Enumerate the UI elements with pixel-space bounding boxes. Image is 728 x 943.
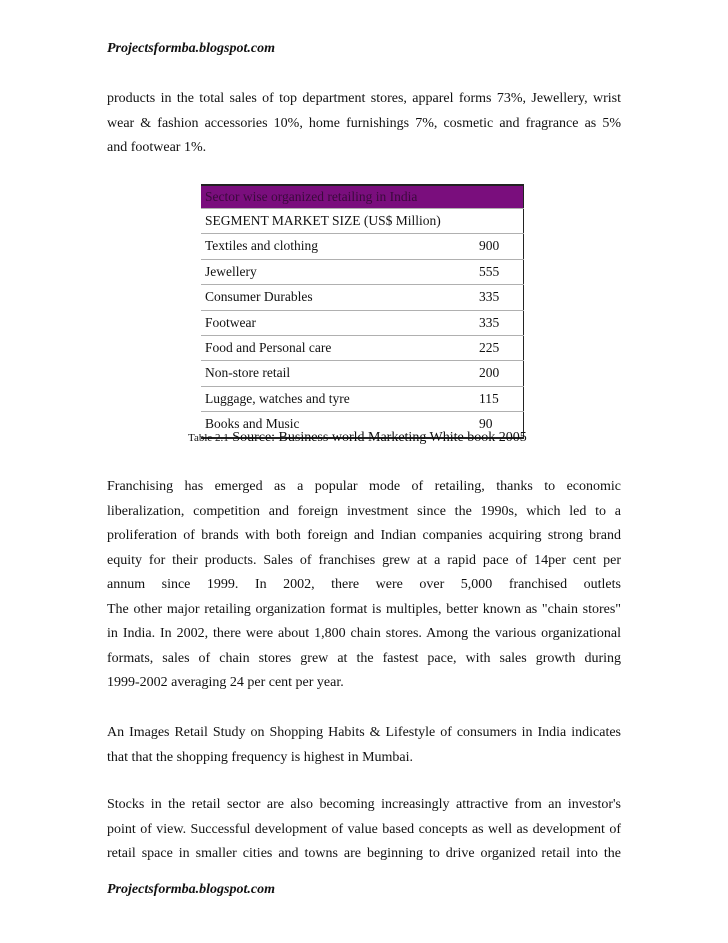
text-line: annum since 1999. In 2002, there were over 5,000 franchised outlets bbox=[107, 577, 621, 592]
segment-cell: Textiles and clothing bbox=[201, 234, 475, 259]
segment-cell: Jewellery bbox=[201, 259, 475, 284]
table-row bbox=[201, 386, 524, 411]
text-line: that that the shopping frequency is highest in Mumbai. bbox=[107, 749, 414, 765]
table-row bbox=[201, 361, 524, 386]
size-cell: 335 bbox=[475, 285, 524, 310]
caption-label: Table 2.1 bbox=[188, 432, 229, 444]
page-header: Projectsformba.blogspot.com bbox=[107, 41, 275, 56]
table-column-header: SEGMENT MARKET SIZE (US$ Million) bbox=[201, 209, 524, 234]
size-cell: 900 bbox=[475, 234, 524, 259]
text-line: The other major retailing organization format is multiples, better known as "chain stores" bbox=[107, 601, 621, 617]
size-cell: 200 bbox=[475, 361, 524, 386]
table-row bbox=[201, 310, 524, 335]
segment-cell: Consumer Durables bbox=[201, 285, 475, 310]
segment-cell: Books and Music bbox=[201, 412, 475, 438]
text-line: liberalization, competition and foreign investment since the 1990s, which led to a bbox=[107, 503, 621, 519]
paragraph-franchising bbox=[107, 475, 621, 696]
text-line: An Images Retail Study on Shopping Habits & Lifestyle of consumers in India indicates bbox=[107, 725, 621, 740]
text-line: and footwear 1%. bbox=[107, 140, 207, 155]
segment-cell: Footwear bbox=[201, 310, 475, 335]
size-cell: 555 bbox=[475, 259, 524, 284]
text-line: point of view. Successful development of value based concepts as well as development of bbox=[107, 821, 621, 837]
segment-cell: Food and Personal care bbox=[201, 336, 475, 361]
text-line: formats, sales of chain stores grew at the fastest pace, with sales growth during bbox=[107, 650, 621, 666]
paragraph-stocks bbox=[107, 793, 621, 867]
segment-cell: Non-store retail bbox=[201, 361, 475, 386]
text-line: 1999-2002 averaging 24 per cent per year. bbox=[107, 675, 344, 690]
text-line: Franchising has emerged as a popular mode of retailing, thanks to economic bbox=[107, 479, 621, 494]
size-cell: 90 bbox=[475, 412, 524, 438]
table-row bbox=[201, 259, 524, 284]
paragraph-intro bbox=[107, 87, 621, 161]
text-line: equity for their products. Sales of franchises grew at a rapid pace of 14per cent per bbox=[107, 552, 621, 568]
text-line: proliferation of brands with both foreign and Indian companies acquiring strong brand bbox=[107, 528, 621, 543]
table-title: Sector wise organized retailing in India bbox=[201, 185, 524, 209]
size-cell: 115 bbox=[475, 386, 524, 411]
size-cell: 335 bbox=[475, 310, 524, 335]
caption-source: Source: Business world Marketing White book 2005 bbox=[232, 430, 527, 445]
text-line: Stocks in the retail sector are also becoming increasingly attractive from an investor's bbox=[107, 797, 621, 812]
segment-cell: Luggage, watches and tyre bbox=[201, 386, 475, 411]
table-caption bbox=[188, 430, 527, 446]
table-header-row bbox=[201, 209, 524, 234]
page-footer: Projectsformba.blogspot.com bbox=[107, 882, 275, 897]
segment-table bbox=[201, 184, 524, 439]
table-row bbox=[201, 285, 524, 310]
text-line: products in the total sales of top department stores, apparel forms 73%, Jewellery, wrist bbox=[107, 91, 621, 106]
paragraph-images-study bbox=[107, 721, 621, 770]
text-line: retail space in smaller cities and towns are beginning to drive organized retail into the bbox=[107, 846, 621, 861]
table-row bbox=[201, 336, 524, 361]
table-row bbox=[201, 234, 524, 259]
text-line: wear & fashion accessories 10%, home furnishings 7%, cosmetic and fragrance as 5% bbox=[107, 115, 621, 131]
size-cell: 225 bbox=[475, 336, 524, 361]
table-title-row bbox=[201, 185, 524, 209]
text-line: in India. In 2002, there were about 1,800 chain stores. Among the various organizational bbox=[107, 626, 621, 641]
